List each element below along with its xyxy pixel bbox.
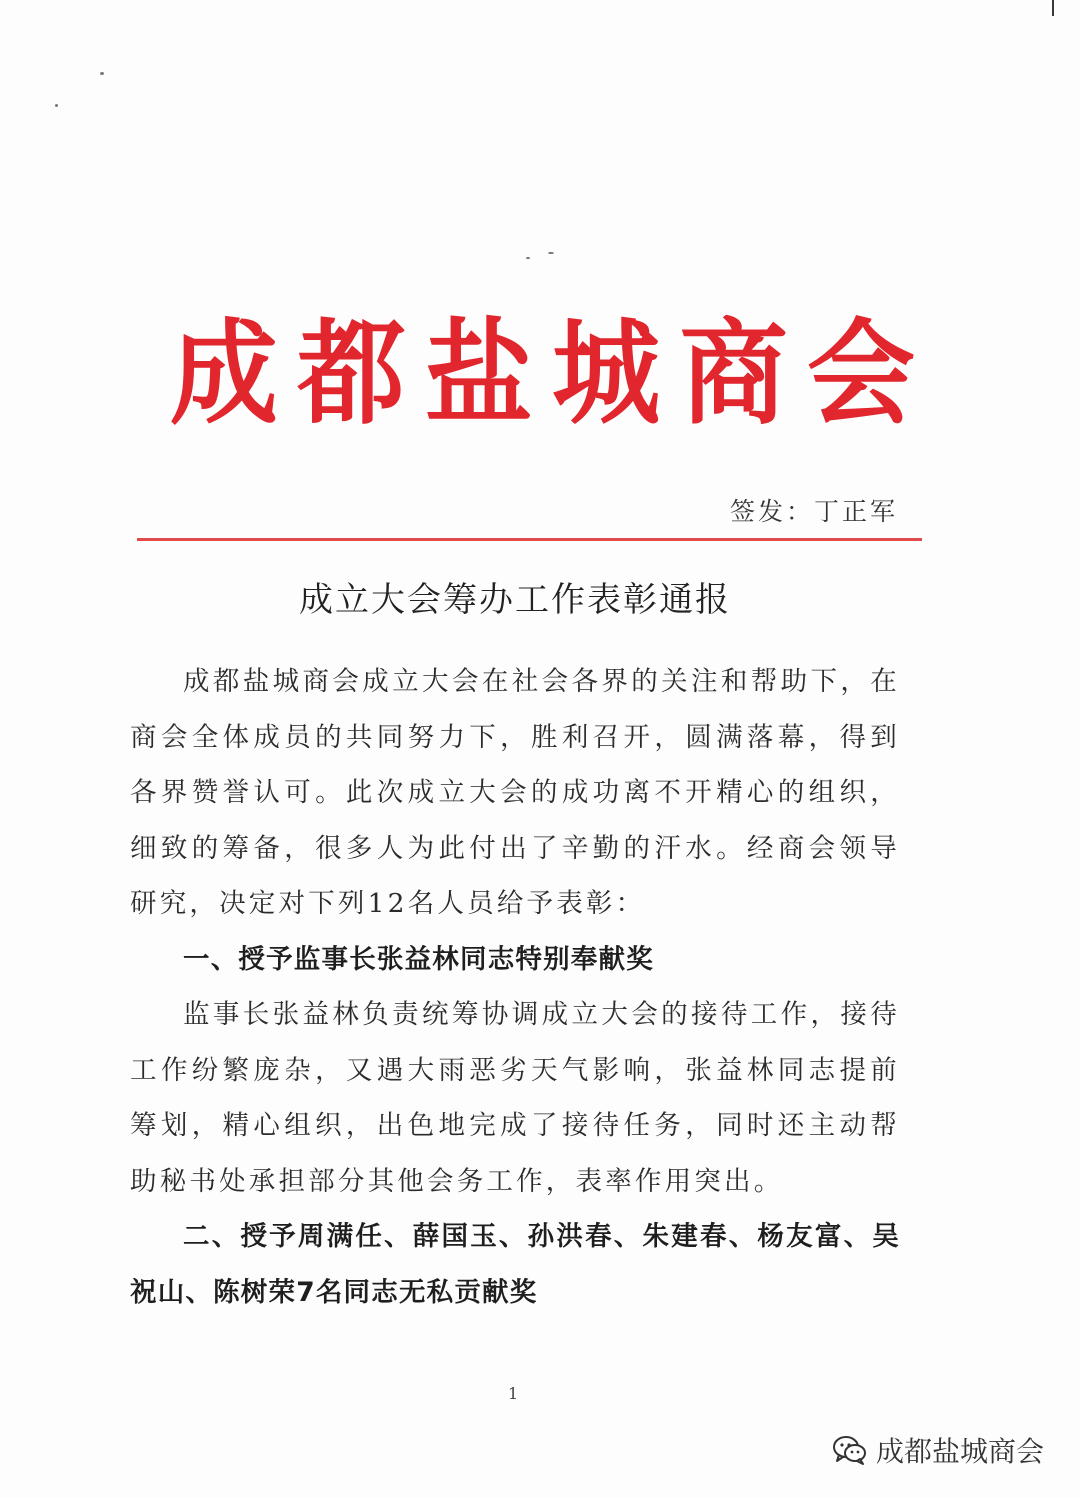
masthead-char: 盐 xyxy=(424,308,533,441)
masthead-char: 商 xyxy=(679,308,788,441)
body-paragraph: 成都盐城商会成立大会在社会各界的关注和帮助下，在商会全体成员的共同努力下，胜利召开，圆满落幕，得到各界赞誉认可。此次成立大会的成功离不开精心的组织，细致的筹备，很多人为此付出了辛勤的汗水。经商会领导研究，决定对下列12名人员给予表彰： xyxy=(130,666,900,919)
masthead-char: 成 xyxy=(170,308,279,441)
document-title: 成立大会筹办工作表彰通报 xyxy=(299,580,731,620)
body-paragraph: 监事长张益林负责统筹协调成立大会的接待工作，接待工作纷繁庞杂，又遇大雨恶劣天气影响，张益林同志提前筹划，精心组织，出色地完成了接待任务，同时还主动帮助秘书处承担部分其他会务工作，表率作用突出。 xyxy=(130,999,900,1197)
wechat-icon xyxy=(832,1434,868,1466)
page-number: 1 xyxy=(508,1384,519,1403)
scan-edge-mark xyxy=(1052,0,1054,16)
scan-speck xyxy=(55,104,58,107)
masthead-char: 城 xyxy=(552,308,661,441)
source-watermark xyxy=(832,1430,1044,1470)
masthead-char: 会 xyxy=(806,308,915,441)
scan-speck xyxy=(548,252,554,254)
organization-masthead xyxy=(170,310,915,440)
issuer-signature-line: 签发：丁正军 xyxy=(729,497,898,526)
section-heading: 一、授予监事长张益林同志特别奉献奖 xyxy=(183,943,654,975)
watermark-label: 成都盐城商会 xyxy=(875,1435,1044,1468)
masthead-char: 都 xyxy=(297,308,406,441)
scan-speck xyxy=(526,257,530,259)
header-divider xyxy=(137,538,922,541)
section-heading: 二、授予周满任、薛国玉、孙洪春、朱建春、杨友富、吴祝山、陈树荣7名同志无私贡献奖 xyxy=(130,1221,900,1308)
scan-speck xyxy=(100,72,104,75)
document-body xyxy=(130,654,900,1320)
